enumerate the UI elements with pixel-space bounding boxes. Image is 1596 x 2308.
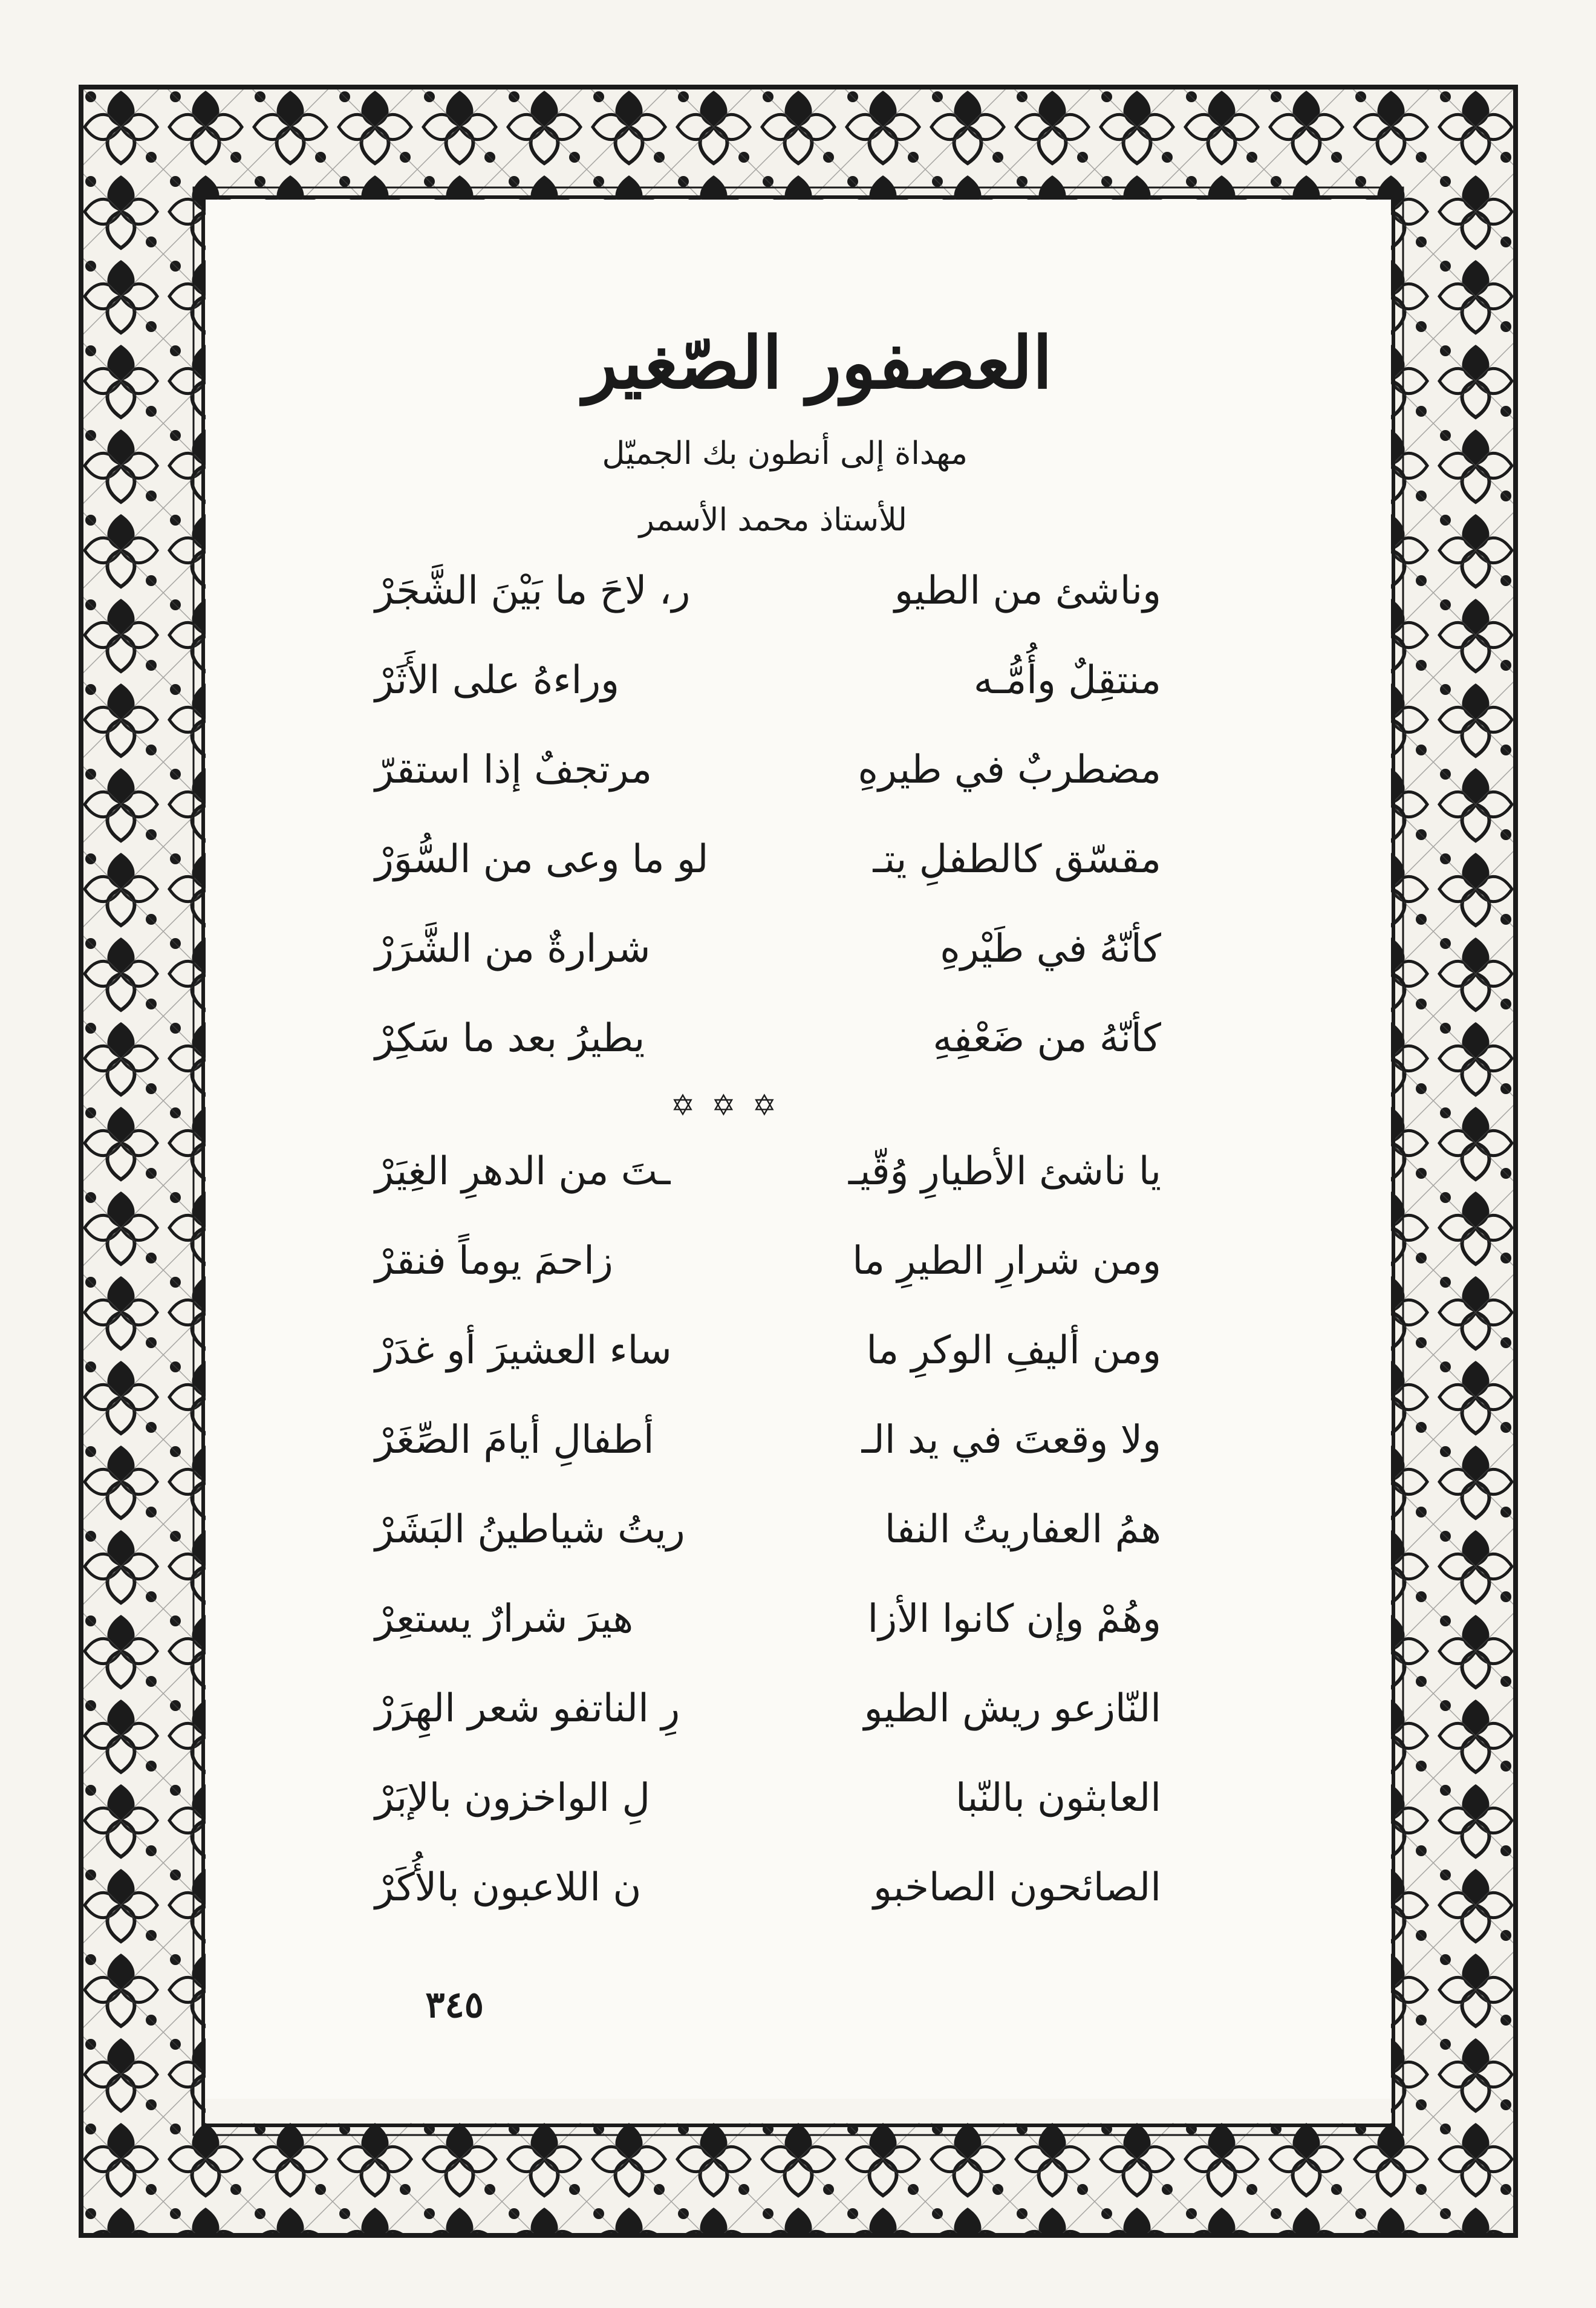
hemistich-second: هيرَ شرارٌ يستعِرْ	[375, 1597, 634, 1641]
hemistich-second: يطيرُ بعد ما سَكِرْ	[375, 1016, 645, 1061]
poem-content	[206, 200, 1391, 2099]
hemistich-second: زاحمَ يوماً فنقرْ	[375, 1239, 613, 1283]
hemistich-first: مقسّق كالطفلِ يتـ	[873, 837, 1161, 882]
hemistich-second: ريتُ شياطينُ البَشَرْ	[375, 1507, 685, 1552]
page-number: ٣٤٥	[425, 1984, 484, 2026]
hemistich-second: لِ الواخزون بالإبَرْ	[375, 1776, 651, 1821]
hemistich-second: أطفالِ أيامَ الصِّغَرْ	[375, 1418, 654, 1462]
hemistich-first: الصائحون الصاخبو	[873, 1865, 1161, 1910]
hemistich-first: العابثون بالنّبا	[955, 1776, 1161, 1821]
verse	[375, 1776, 1161, 1865]
verse	[375, 1507, 1161, 1597]
stanza-2	[375, 1149, 1161, 1955]
poem-dedication: مهداة إلى أنطون بك الجميّل	[602, 435, 968, 472]
hemistich-second: لو ما وعى من السُّوَرْ	[375, 837, 709, 882]
hemistich-second: شرارةٌ من الشَّرَرْ	[375, 927, 651, 971]
stanza-1	[375, 569, 1161, 1106]
hemistich-first: كأنّهُ من ضَعْفِهِ	[933, 1016, 1161, 1061]
hemistich-first: مضطربٌ في طيرهِ	[858, 748, 1161, 792]
hemistich-second: ـتَ من الدهرِ الغِيَرْ	[375, 1149, 671, 1194]
verse	[375, 1328, 1161, 1418]
hemistich-first: منتقِلٌ وأُمُّـه	[973, 658, 1161, 703]
verse	[375, 1686, 1161, 1776]
stanza-separator-icon: ✡ ✡ ✡	[670, 1089, 780, 1123]
hemistich-second: ن اللاعبون بالأُكَرْ	[375, 1865, 642, 1910]
hemistich-first: وهُمْ وإن كانوا الأزا	[867, 1597, 1161, 1641]
poem-title: العصفور الصّغير	[583, 321, 1052, 405]
verse	[375, 1865, 1161, 1955]
verse	[375, 1149, 1161, 1239]
hemistich-first: يا ناشئ الأطيارِ وُقّيـ	[848, 1149, 1161, 1194]
verse	[375, 1239, 1161, 1328]
verse	[375, 748, 1161, 837]
verse	[375, 927, 1161, 1016]
verse	[375, 1418, 1161, 1507]
hemistich-second: رِ الناتفو شعر الهِرَرْ	[375, 1686, 680, 1731]
hemistich-second: ساء العشيرَ أو غدَرْ	[375, 1328, 672, 1373]
verse	[375, 569, 1161, 658]
hemistich-second: وراءهُ على الأَثَرْ	[375, 658, 620, 703]
hemistich-first: ولا وقعتَ في يد الـ	[861, 1418, 1161, 1462]
verse	[375, 1597, 1161, 1686]
hemistich-first: النّازعو ريش الطيو	[864, 1686, 1161, 1731]
hemistich-first: وناشئ من الطيو	[894, 569, 1161, 613]
hemistich-second: ر، لاحَ ما بَيْنَ الشَّجَرْ	[375, 569, 691, 613]
verse	[375, 658, 1161, 748]
hemistich-first: كأنّهُ في طَيْرهِ	[940, 927, 1161, 971]
verse	[375, 837, 1161, 927]
hemistich-second: مرتجفٌ إذا استقرّ	[375, 748, 653, 792]
hemistich-first: ومن أليفِ الوكرِ ما	[866, 1328, 1161, 1373]
hemistich-first: ومن شرارِ الطيرِ ما	[852, 1239, 1161, 1283]
poem-author: للأستاذ محمد الأسمر	[639, 502, 907, 538]
hemistich-first: همُ العفاريتُ النفا	[884, 1507, 1161, 1552]
